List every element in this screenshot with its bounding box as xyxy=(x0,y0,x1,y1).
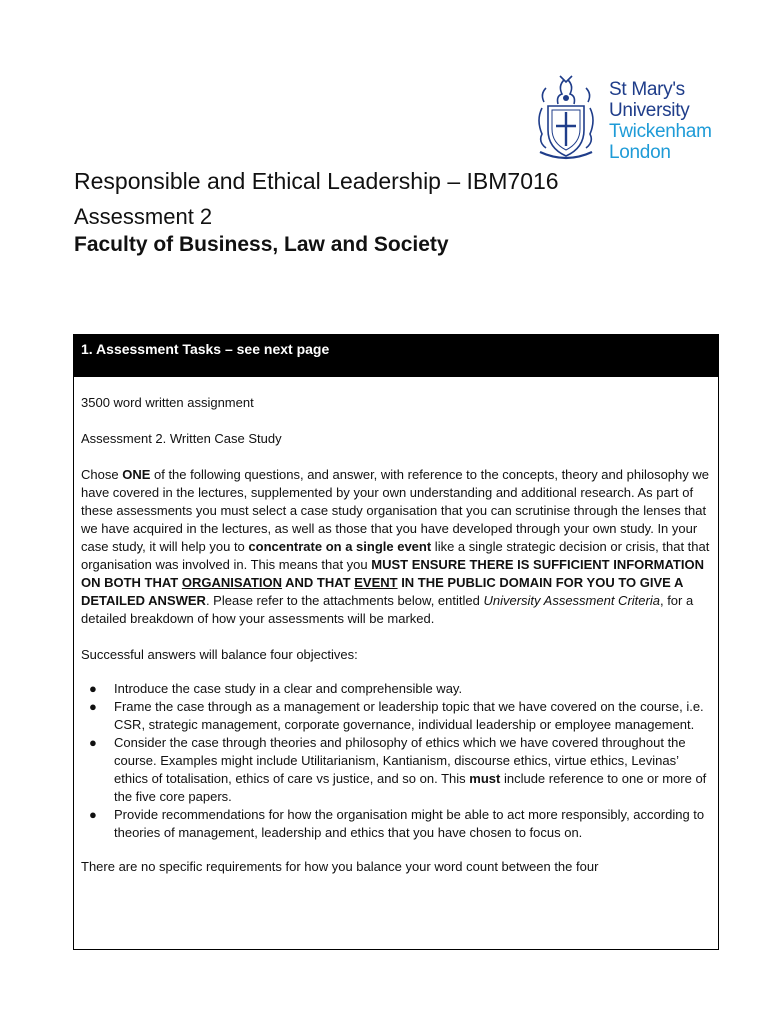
intro-paragraph: Chose ONE of the following questions, and answer, with reference to the concepts, theory and philosophy we have covered in the lectures, supplemented by your own understanding and additional research. As part of these assessments you must select a case study organisation that you can scrutinise through the lenses that we have acquired in the lectures, as well as those that you have developed through your own study. In your case study, it will help you to concentrate on a single event like a single strategic decision or crisis, that that organisation was involved in. This means that you MUST ENSURE THERE IS SUFFICIENT INFORMATION ON BOTH THAT ORGANISATION AND THAT EVENT IN THE PUBLIC DOMAIN FOR YOU TO GIVE A DETAILED ANSWER. Please refer to the attachments below, entitled University Assessment Criteria, for a detailed breakdown of how your assessments will be marked. xyxy=(81,467,710,626)
bullet-icon: ● xyxy=(89,681,97,696)
objectives-list xyxy=(81,680,710,842)
word-count-text: 3500 word written assignment xyxy=(81,395,254,410)
section-heading: 1. Assessment Tasks – see next page xyxy=(74,335,718,377)
document-subtitle: Assessment 2 xyxy=(74,204,213,229)
list-item: ● Introduce the case study in a clear and comprehensible way. xyxy=(89,681,463,696)
document-title: Responsible and Ethical Leadership – IBM7016 xyxy=(74,168,559,194)
objectives-intro: Successful answers will balance four objectives: xyxy=(81,647,358,662)
assessment-tasks-box xyxy=(73,334,719,950)
logo-line-3: Twickenham xyxy=(609,121,712,142)
bullet-icon: ● xyxy=(89,699,97,714)
list-item: ● Consider the case through theories and philosophy of ethics which we have covered throughout the course. Examples might include Utilitarianism, Kantianism, discourse ethics, virtue ethics, Levinas’ ethics of totalisation, ethics of care vs justice, and so on. This must include reference to one or more of the five core papers. xyxy=(89,735,707,804)
list-item: ● Provide recommendations for how the organisation might be able to act more responsibly, according to theories of management, leadership and ethics that you have chosen to focus on. xyxy=(89,807,705,840)
faculty-heading: Faculty of Business, Law and Society xyxy=(74,233,449,256)
bullet-icon: ● xyxy=(89,807,97,822)
logo-line-4: London xyxy=(609,142,671,163)
university-logo xyxy=(534,72,714,162)
logo-line-1: St Mary's xyxy=(609,79,685,100)
university-crest-icon xyxy=(534,72,598,162)
closing-paragraph: There are no specific requirements for how you balance your word count between the four xyxy=(81,859,599,874)
logo-line-2: University xyxy=(609,100,690,121)
case-study-title: Assessment 2. Written Case Study xyxy=(81,431,282,446)
section-body xyxy=(74,377,718,876)
bullet-icon: ● xyxy=(89,735,97,750)
list-item: ● Frame the case through as a management or leadership topic that we have covered on the course, i.e. CSR, strategic management, corporate governance, individual leadership or employee management. xyxy=(89,699,704,732)
logo-wordmark xyxy=(609,79,712,163)
